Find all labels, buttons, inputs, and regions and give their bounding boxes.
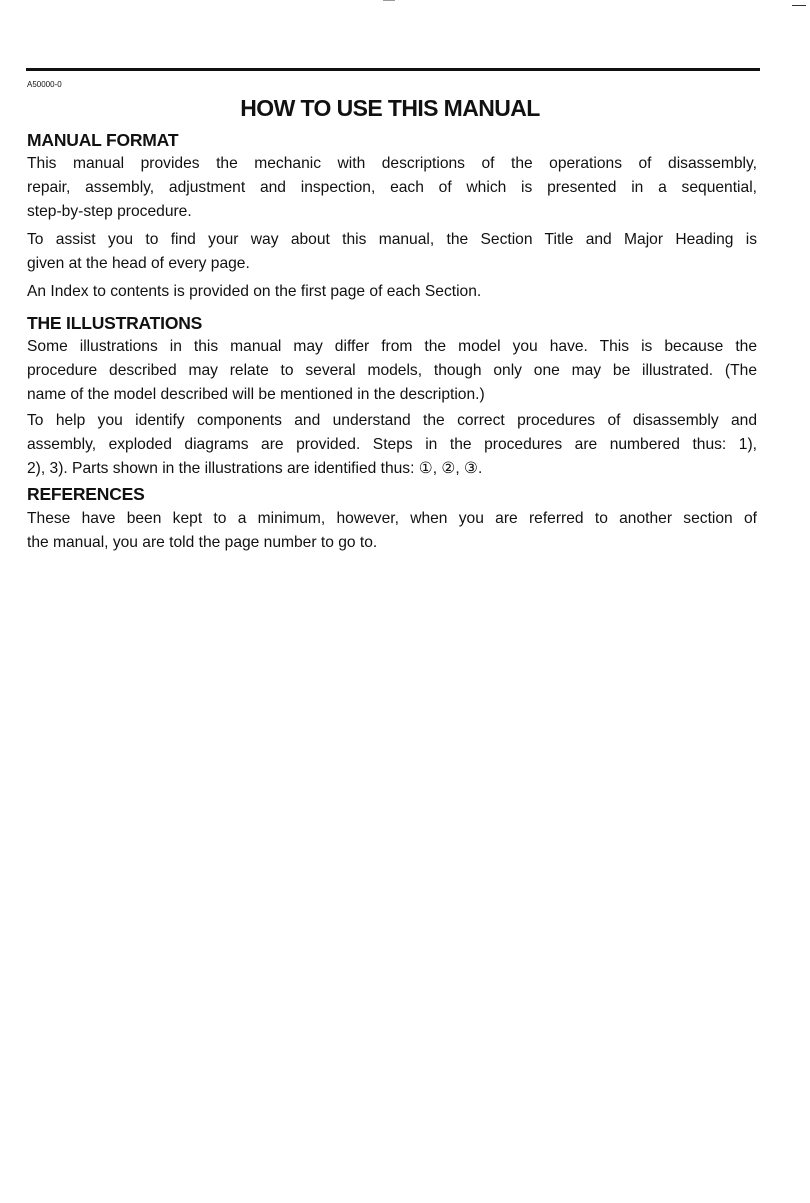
text-line: 2), 3). Parts shown in the illustrations are identified thus: ①, ②, ③. bbox=[27, 460, 483, 477]
text-line: the manual, you are told the page number to go to. bbox=[27, 534, 378, 551]
text-line: step-by-step procedure. bbox=[27, 203, 192, 220]
section-heading-manual-format: MANUAL FORMAT bbox=[27, 130, 179, 150]
text-line: name of the model described will be mentioned in the description.) bbox=[27, 386, 485, 403]
text-line: assembly, exploded diagrams are provided. Steps in the procedures are numbered thus: 1), bbox=[27, 436, 757, 453]
text-line: An Index to contents is provided on the first page of each Section. bbox=[27, 283, 482, 300]
text-line: procedure described may relate to several models, though only one may be illustrated. (The bbox=[27, 362, 757, 379]
text-line: These have been kept to a minimum, however, when you are referred to another section of bbox=[27, 510, 757, 527]
text-line: given at the head of every page. bbox=[27, 255, 250, 272]
section-heading-references: REFERENCES bbox=[27, 484, 145, 504]
text-line: repair, assembly, adjustment and inspection, each of which is presented in a sequential, bbox=[27, 179, 757, 196]
section-heading-illustrations: THE ILLUSTRATIONS bbox=[27, 313, 203, 333]
paragraph bbox=[27, 507, 757, 555]
document-code: A50000-0 bbox=[27, 80, 62, 89]
paragraph bbox=[27, 280, 757, 304]
text-line: Some illustrations in this manual may differ from the model you have. This is because the bbox=[27, 338, 757, 355]
header-rule bbox=[26, 68, 760, 71]
paragraph bbox=[27, 335, 757, 407]
text-line: This manual provides the mechanic with descriptions of the operations of disassembly, bbox=[27, 155, 757, 172]
scan-mark bbox=[792, 5, 806, 6]
paragraph bbox=[27, 152, 757, 224]
paragraph bbox=[27, 228, 757, 276]
text-line: To help you identify components and understand the correct procedures of disassembly and bbox=[27, 412, 757, 429]
page-title: HOW TO USE THIS MANUAL bbox=[240, 95, 540, 121]
scan-mark bbox=[383, 0, 395, 1]
text-line: To assist you to find your way about this manual, the Section Title and Major Heading is bbox=[27, 231, 757, 248]
paragraph bbox=[27, 409, 757, 481]
